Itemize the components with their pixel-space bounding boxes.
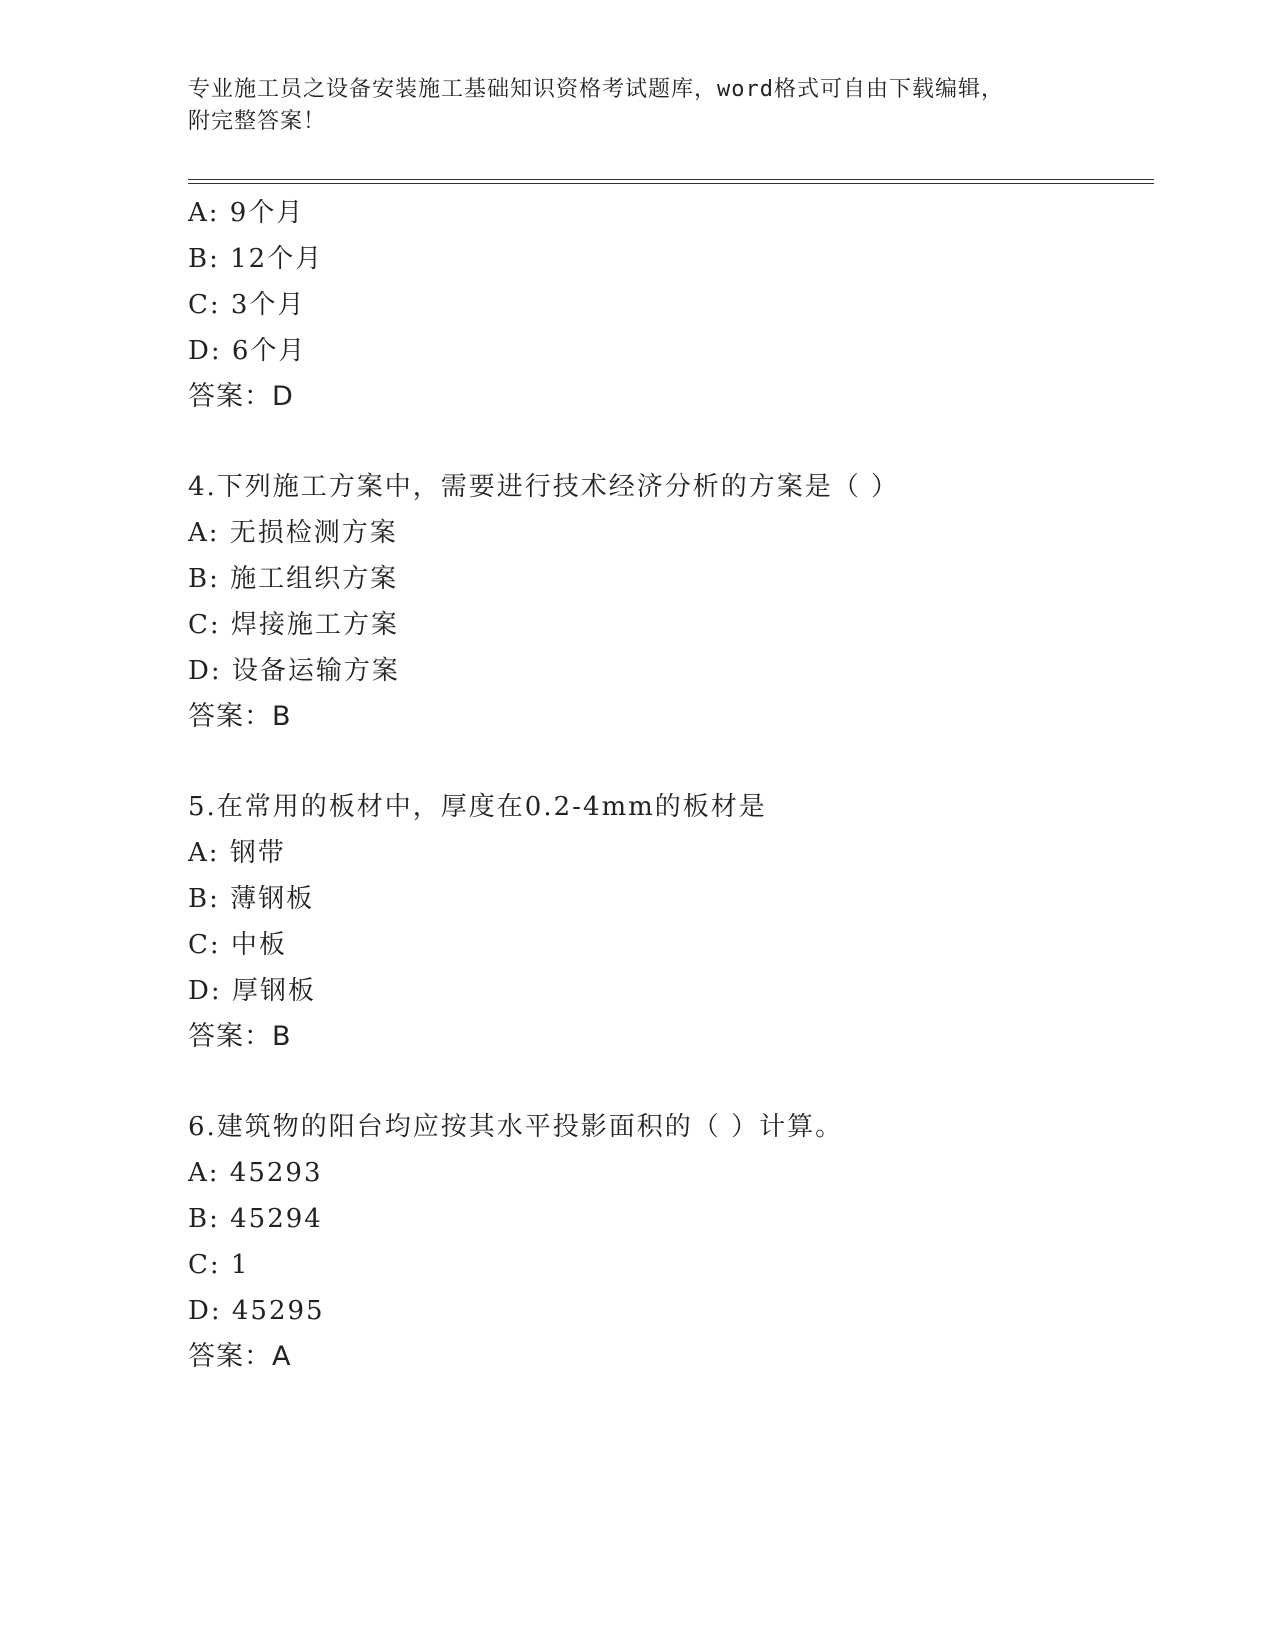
option-a: A: 无损检测方案	[188, 518, 398, 548]
question-3	[188, 190, 1154, 420]
option-b: B: 薄钢板	[188, 884, 315, 914]
answer-line: 答案：A	[188, 1341, 292, 1372]
document-header	[188, 74, 1088, 138]
option-c: C: 焊接施工方案	[188, 610, 399, 640]
option-a: A: 9个月	[188, 198, 305, 228]
option-a: A: 钢带	[188, 838, 286, 868]
option-b: B: 45294	[188, 1204, 323, 1234]
header-line-2: 附完整答案！	[188, 109, 327, 134]
option-b: B: 12个月	[188, 244, 324, 274]
question-5	[188, 784, 1154, 1060]
option-d: D: 厚钢板	[188, 976, 316, 1006]
option-d: D: 6个月	[188, 336, 307, 366]
option-c: C: 1	[188, 1250, 250, 1280]
option-d: D: 45295	[188, 1296, 325, 1326]
option-d: D: 设备运输方案	[188, 656, 400, 686]
option-c: C: 3个月	[188, 290, 306, 320]
header-line-1: 专业施工员之设备安装施工基础知识资格考试题库，word格式可自由下载编辑，	[188, 77, 1004, 102]
option-b: B: 施工组织方案	[188, 564, 399, 594]
answer-line: 答案：D	[188, 381, 294, 412]
question-text: 4.下列施工方案中，需要进行技术经济分析的方案是（ ）	[188, 472, 900, 502]
question-6	[188, 1104, 1154, 1380]
answer-line: 答案：B	[188, 1021, 292, 1052]
answer-line: 答案：B	[188, 701, 292, 732]
header-divider-bottom	[188, 183, 1154, 184]
question-4	[188, 464, 1154, 740]
question-list	[188, 190, 1154, 1380]
header-divider-top	[188, 179, 1154, 180]
question-text: 5.在常用的板材中，厚度在0.2-4mm的板材是	[188, 792, 767, 822]
option-c: C: 中板	[188, 930, 287, 960]
option-a: A: 45293	[188, 1158, 323, 1188]
question-text: 6.建筑物的阳台均应按其水平投影面积的（ ）计算。	[188, 1112, 844, 1142]
